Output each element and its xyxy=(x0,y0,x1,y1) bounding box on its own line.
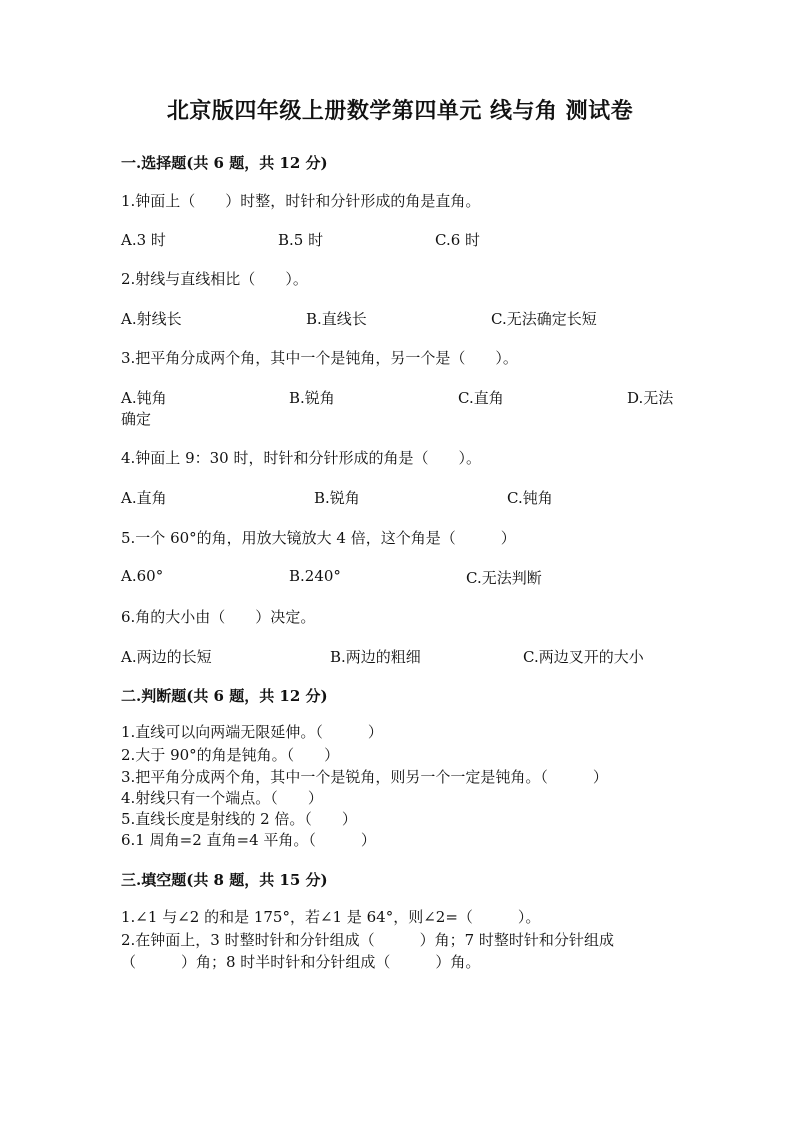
section-heading-choice: 一.选择题(共 6 题，共 12 分) xyxy=(121,154,328,172)
section-heading-fill: 三.填空题(共 8 题，共 15 分) xyxy=(121,871,328,889)
judge-item: 3.把平角分成两个角，其中一个是锐角，则另一个一定是钝角。（ ） xyxy=(121,768,608,786)
judge-item: 1.直线可以向两端无限延伸。（ ） xyxy=(121,723,383,741)
option-c: C.无法确定长短 xyxy=(491,310,597,328)
option-b: B.240° xyxy=(289,567,341,585)
option-b: B.直线长 xyxy=(306,310,367,328)
fill-item: 1.∠1 与∠2 的和是 175°，若∠1 是 64°，则∠2=（ ）。 xyxy=(121,908,541,926)
option-b: B.锐角 xyxy=(289,389,335,407)
judge-item: 2.大于 90°的角是钝角。（ ） xyxy=(121,746,340,764)
judge-item: 6.1 周角=2 直角=4 平角。（ ） xyxy=(121,831,376,849)
judge-item: 4.射线只有一个端点。（ ） xyxy=(121,789,323,807)
option-c: C.6 时 xyxy=(435,231,481,249)
option-a: A.60° xyxy=(121,567,164,585)
judge-item: 5.直线长度是射线的 2 倍。（ ） xyxy=(121,810,357,828)
question-text: 2.射线与直线相比（ ）。 xyxy=(121,270,308,288)
option-a: A.直角 xyxy=(121,489,167,507)
question-text: 4.钟面上 9：30 时，时针和分针形成的角是（ ）。 xyxy=(121,449,481,467)
option-b: B.锐角 xyxy=(314,489,360,507)
option-d-continuation: 确定 xyxy=(121,410,152,428)
option-d: D.无法 xyxy=(627,389,674,407)
option-c: C.直角 xyxy=(458,389,504,407)
option-c: C.两边叉开的大小 xyxy=(523,648,644,666)
fill-item-continuation: （ ）角；8 时半时针和分针组成（ ）角。 xyxy=(121,953,481,971)
question-text: 6.角的大小由（ ）决定。 xyxy=(121,608,316,626)
option-a: A.两边的长短 xyxy=(121,648,212,666)
option-b: B.5 时 xyxy=(278,231,324,249)
option-c: C.钝角 xyxy=(507,489,553,507)
question-text: 3.把平角分成两个角，其中一个是钝角，另一个是（ ）。 xyxy=(121,349,518,367)
question-text: 5.一个 60°的角，用放大镜放大 4 倍，这个角是（ ） xyxy=(121,529,516,547)
option-a: A.3 时 xyxy=(121,231,166,249)
option-a: A.钝角 xyxy=(121,389,167,407)
option-b: B.两边的粗细 xyxy=(330,648,421,666)
question-text: 1.钟面上（ ）时整，时针和分针形成的角是直角。 xyxy=(121,192,481,210)
option-c: C.无法判断 xyxy=(466,569,542,587)
page-title: 北京版四年级上册数学第四单元 线与角 测试卷 xyxy=(166,98,634,124)
section-heading-judge: 二.判断题(共 6 题，共 12 分) xyxy=(121,687,328,705)
fill-item: 2.在钟面上，3 时整时针和分针组成（ ）角；7 时整时针和分针组成 xyxy=(121,931,614,949)
option-a: A.射线长 xyxy=(121,310,182,328)
